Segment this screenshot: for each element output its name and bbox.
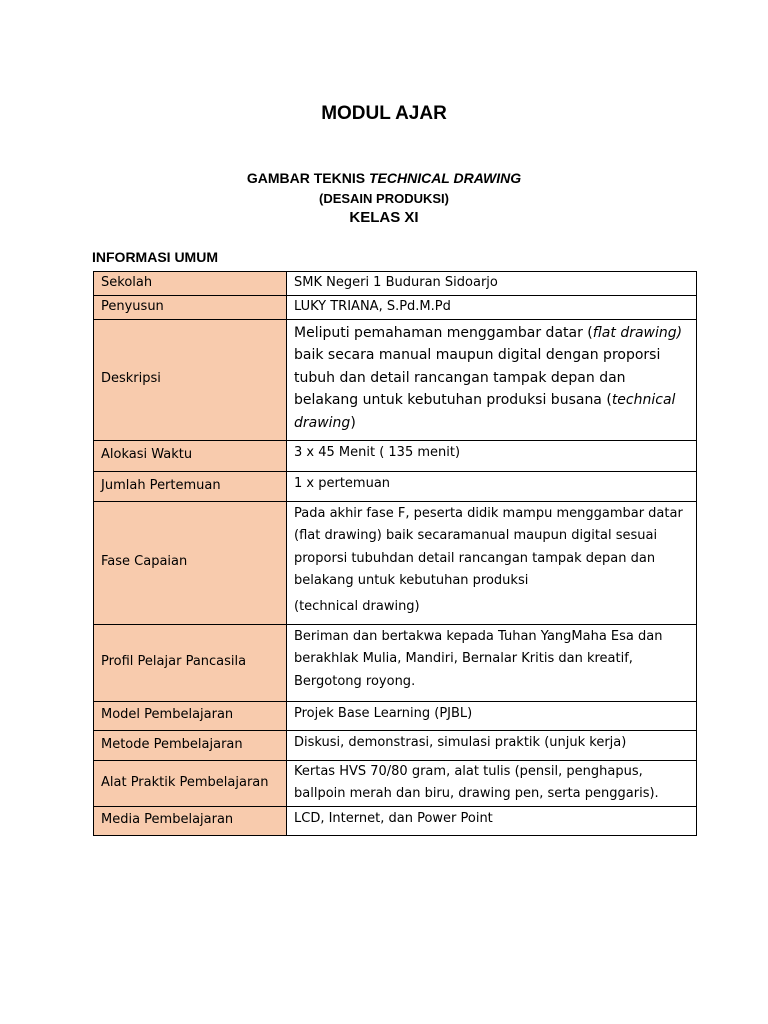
table-row xyxy=(94,296,697,320)
table-row xyxy=(94,730,697,760)
row-label: Fase Capaian xyxy=(94,501,287,624)
table-row xyxy=(94,806,697,835)
table-row xyxy=(94,501,697,624)
table-row xyxy=(94,319,697,440)
row-value: Kertas HVS 70/80 gram, alat tulis (pensil, penghapus, ballpoin merah dan biru, drawing pen, serta penggaris). xyxy=(287,760,697,806)
desc-text-italic: technical drawing xyxy=(294,392,676,431)
subject-name: GAMBAR TEKNIS xyxy=(246,170,369,186)
row-value: SMK Negeri 1 Buduran Sidoarjo xyxy=(287,272,697,296)
table-row xyxy=(94,440,697,471)
table-row xyxy=(94,760,697,806)
desc-text: Meliputi pemahaman menggambar datar ( xyxy=(294,324,593,341)
row-label: Alokasi Waktu xyxy=(94,440,287,471)
row-label: Penyusun xyxy=(94,296,287,320)
row-label: Deskripsi xyxy=(94,319,287,440)
document-title: MODUL AJAR xyxy=(321,103,447,124)
row-value: 3 x 45 Menit ( 135 menit) xyxy=(287,440,697,471)
row-value xyxy=(287,501,697,624)
section-heading: INFORMASI UMUM xyxy=(92,249,218,265)
row-value: LUKY TRIANA, S.Pd.M.Pd xyxy=(287,296,697,320)
subject-name-english: TECHNICAL DRAWING xyxy=(368,170,522,186)
class-level: KELAS XI xyxy=(349,209,419,226)
row-label: Alat Praktik Pembelajaran xyxy=(94,760,287,806)
row-value: 1 x pertemuan xyxy=(287,471,697,501)
table-row xyxy=(94,272,697,296)
row-value: Beriman dan bertakwa kepada Tuhan YangMaha Esa dan berakhlak Mulia, Mandiri, Bernalar Kritis dan kreatif, Bergotong royong. xyxy=(287,624,697,701)
row-label: Model Pembelajaran xyxy=(94,701,287,730)
desc-text: ) xyxy=(350,414,356,431)
subject-title xyxy=(0,170,768,186)
table-row xyxy=(94,624,697,701)
subject-program: (DESAIN PRODUKSI) xyxy=(318,191,449,206)
row-label: Metode Pembelajaran xyxy=(94,730,287,760)
table-row xyxy=(94,701,697,730)
desc-text-italic: flat drawing) xyxy=(592,324,683,341)
row-label: Sekolah xyxy=(94,272,287,296)
info-table xyxy=(93,271,697,836)
row-label: Media Pembelajaran xyxy=(94,806,287,835)
desc-text: baik secara manual maupun digital dengan proporsi tubuh dan detail rancangan tampak depan dan belakang untuk kebutuhan produksi busana ( xyxy=(294,347,661,408)
row-value: LCD, Internet, dan Power Point xyxy=(287,806,697,835)
fase-text-end: (technical drawing) xyxy=(294,598,420,614)
fase-text: Pada akhir fase F, peserta didik mampu menggambar datar (flat drawing) baik secaramanual maupun digital sesuai proporsi tubuhdan detail rancangan tampak depan dan belakang untuk kebutuhan produksi xyxy=(294,505,683,588)
row-value: Projek Base Learning (PJBL) xyxy=(287,701,697,730)
row-value: Diskusi, demonstrasi, simulasi praktik (unjuk kerja) xyxy=(287,730,697,760)
table-row xyxy=(94,471,697,501)
row-label: Jumlah Pertemuan xyxy=(94,471,287,501)
row-label: Profil Pelajar Pancasila xyxy=(94,624,287,701)
row-value xyxy=(287,319,697,440)
